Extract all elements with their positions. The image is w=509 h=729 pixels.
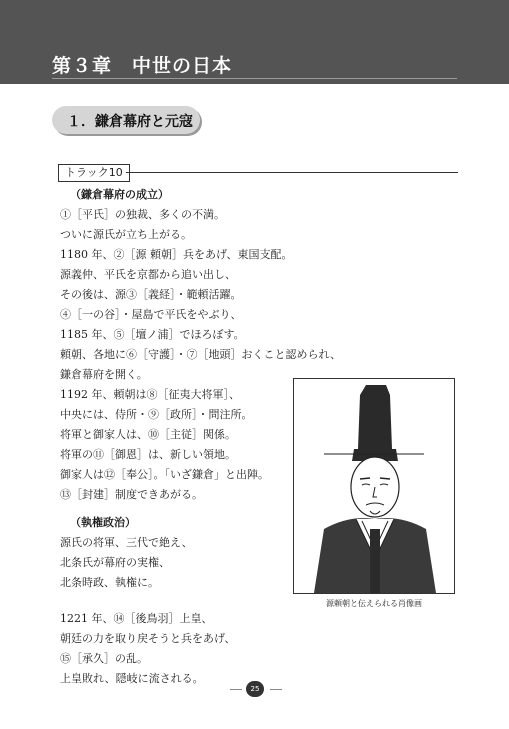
track-rule	[126, 172, 458, 173]
pager-rule-left	[230, 689, 242, 690]
section-heading	[52, 106, 200, 134]
text-line: 御家人は⑫［奉公］。「いざ鎌倉」と出陣。	[60, 468, 269, 481]
figure-caption: 源頼朝と伝えられる肖像画	[326, 599, 422, 608]
text-line: ⑬［封建］制度できあがる。	[60, 488, 203, 501]
text-line: その後は、源③［義経］・範頼活躍。	[60, 288, 242, 301]
text-line: 1185 年、⑤［壇ノ浦］でほろぼす。	[60, 328, 245, 341]
text-line: 1192 年、頼朝は⑧［征夷大将軍］、	[60, 388, 240, 401]
text-line: ①［平氏］の独裁、多くの不満。	[60, 208, 225, 221]
text-line: 将軍の⑪［御恩］は、新しい領地。	[60, 448, 236, 461]
page-number-badge: 25	[246, 681, 264, 697]
track-row	[58, 164, 458, 182]
text-line: 源義仲、平氏を京都から追い出し、	[60, 268, 236, 281]
text-line: 1180 年、②［源 頼朝］兵をあげ、東国支配。	[60, 248, 293, 261]
text-line: 1221 年、⑭［後鳥羽］上皇、	[60, 612, 213, 625]
track-label: トラック10	[58, 164, 130, 182]
text-line: 北条氏が幕府の実権、	[60, 556, 170, 569]
page-number	[226, 681, 286, 697]
subhead-establishment: （鎌倉幕府の成立）	[70, 188, 169, 201]
text-line: 中央には、侍所・⑨［政所］・問注所。	[60, 408, 253, 421]
header-rule	[52, 78, 457, 79]
pager-rule-right	[270, 689, 282, 690]
subhead-regency: （執権政治）	[70, 516, 136, 529]
text-line: 鎌倉幕府を開く。	[60, 368, 148, 381]
portrait-illustration	[294, 379, 454, 593]
text-line: 上皇敗れ、隠岐に流される。	[60, 672, 204, 685]
chapter-header	[0, 0, 509, 84]
text-line: 朝廷の力を取り戻そうと兵をあげ、	[60, 632, 236, 645]
chapter-title: 第３章 中世の日本	[52, 55, 233, 77]
portrait-figure	[293, 378, 455, 594]
text-line: 源氏の将軍、三代で絶え、	[60, 536, 193, 549]
text-line: ついに源氏が立ち上がる。	[60, 228, 192, 241]
text-line: 将軍と御家人は、⑩［主従］関係。	[60, 428, 236, 441]
text-line: ④［一の谷］・屋島で平氏をやぶり、	[60, 308, 242, 321]
text-line: 北条時政、執権に。	[60, 576, 159, 589]
section-title: １．鎌倉幕府と元寇	[67, 114, 193, 130]
text-line: ⑮［承久］の乱。	[60, 652, 148, 665]
text-line: 頼朝、各地に⑥［守護］・⑦［地頭］おくこと認められ、	[60, 348, 342, 361]
